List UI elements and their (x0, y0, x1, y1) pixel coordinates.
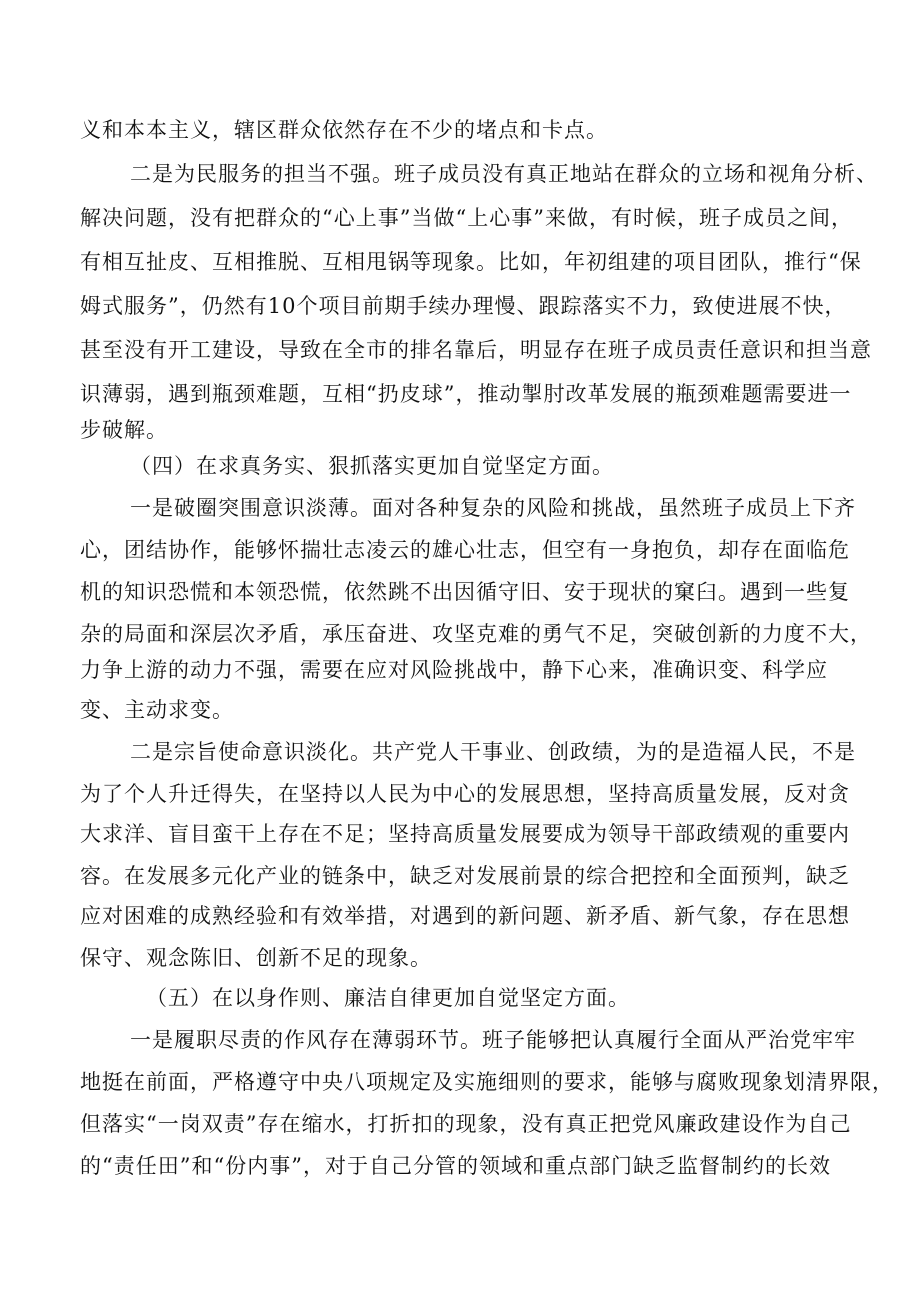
section-heading: （四）在求真务实、狠抓落实更加自觉坚定方面。 (130, 454, 614, 478)
text-line: 识薄弱，遇到瓶颈难题，互相“扔皮球”，推动掣肘改革发展的瓶颈难题需要进一 (80, 382, 852, 406)
text-line: 杂的局面和深层次矛盾，承压奋进、攻坚克难的勇气不足，突破创新的力度不大， (80, 622, 872, 646)
text-line: 为了个人升迁得失，在坚持以人民为中心的发展思想，坚持高质量发展，反对贪 (80, 782, 850, 806)
text-line: 步破解。 (80, 418, 168, 442)
text-line: 应对困难的成熟经验和有效举措，对遇到的新问题、新矛盾、新气象，存在思想 (80, 904, 850, 928)
text-line: 的“责任田”和“份内事”，对于自己分管的领域和重点部门缺乏监督制约的长效 (80, 1154, 831, 1178)
text-line: 一是破圈突围意识淡薄。面对各种复杂的风险和挑战，虽然班子成员上下齐 (130, 496, 856, 520)
text-line: 地挺在前面，严格遵守中央八项规定及实施细则的要求，能够与腐败现象划清界限， (80, 1070, 894, 1094)
text-line: 大求洋、盲目蛮干上存在不足；坚持高质量发展要成为领导干部政绩观的重要内 (80, 822, 850, 846)
text-line: 义和本本主义，辖区群众依然存在不少的堵点和卡点。 (80, 118, 608, 142)
text-line: 心，团结协作，能够怀揣壮志凌云的雄心壮志，但空有一身抱负，却存在面临危 (80, 538, 850, 562)
text-line: 力争上游的动力不强，需要在应对风险挑战中，静下心来，准确识变、科学应 (80, 658, 828, 682)
text-line: 一是履职尽责的作风存在薄弱环节。班子能够把认真履行全面从严治党牢牢 (130, 1028, 856, 1052)
text-line: 姆式服务”，仍然有10个项目前期手续办理慢、跟踪落实不力，致使进展不快， (80, 294, 847, 318)
text-line: 机的知识恐慌和本领恐慌，依然跳不出因循守旧、安于现状的窠臼。遇到一些复 (80, 580, 850, 604)
text-line: 解决问题，没有把群众的“心上事”当做“上心事”来做，有时候，班子成员之间， (80, 206, 853, 230)
text-line: 二是为民服务的担当不强。班子成员没有真正地站在群众的立场和视角分析、 (130, 162, 878, 186)
text-line: 但落实“一岗双责”存在缩水，打折扣的现象，没有真正把党风廉政建设作为自己 (80, 1112, 852, 1136)
text-line: 变、主动求变。 (80, 698, 234, 722)
text-line: 二是宗旨使命意识淡化。共产党人干事业、创政绩，为的是造福人民，不是 (130, 740, 856, 764)
text-line: 有相互扯皮、互相推脱、互相甩锅等现象。比如，年初组建的项目团队，推行“保 (80, 250, 862, 274)
text-line: 保守、观念陈旧、创新不足的现象。 (80, 946, 432, 970)
section-heading: （五）在以身作则、廉洁自律更加自觉坚定方面。 (146, 986, 630, 1010)
text-line: 甚至没有开工建设，导致在全市的排名靠后，明显存在班子成员责任意识和担当意 (80, 338, 872, 362)
text-line: 容。在发展多元化产业的链条中，缺乏对发展前景的综合把控和全面预判，缺乏 (80, 864, 850, 888)
